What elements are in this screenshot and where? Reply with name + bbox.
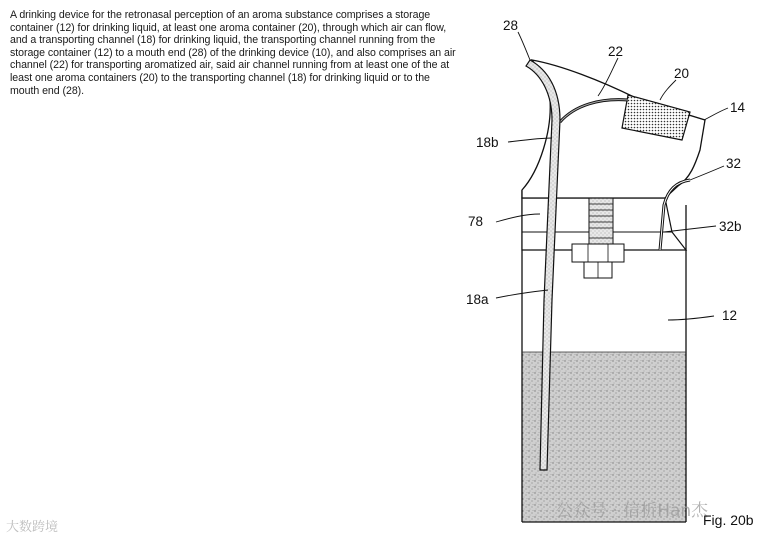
- label-32: 32: [726, 156, 742, 171]
- label-20: 20: [674, 66, 690, 81]
- figure-caption: Fig. 20b: [703, 512, 754, 528]
- abstract-text: A drinking device for the retronasal perception of an aroma substance comprises a storage container (12) for drinking liquid, at least one aroma container (20), through which air can flow, and a transporting channel (18) for drinking liquid, the transporting channel running from the storage container (12) to a mouth end (28) of the drinking device (10), and also comprises an air channel (22) for transporting aromatized air, said air channel running from at least one of the at least one aroma containers (20) to the transporting channel (18) for drinking liquid or to the mouth end (28).: [10, 9, 456, 97]
- label-12: 12: [722, 308, 738, 323]
- label-14: 14: [730, 100, 746, 115]
- label-22: 22: [608, 44, 624, 59]
- watermark-left: 大数跨境: [6, 520, 59, 535]
- label-28: 28: [503, 18, 519, 33]
- label-18a: 18a: [466, 292, 489, 307]
- label-18b: 18b: [476, 135, 499, 150]
- label-78: 78: [468, 214, 484, 229]
- watermark-right: 公众号 · 信析Han杰: [556, 501, 709, 521]
- label-32b: 32b: [719, 219, 742, 234]
